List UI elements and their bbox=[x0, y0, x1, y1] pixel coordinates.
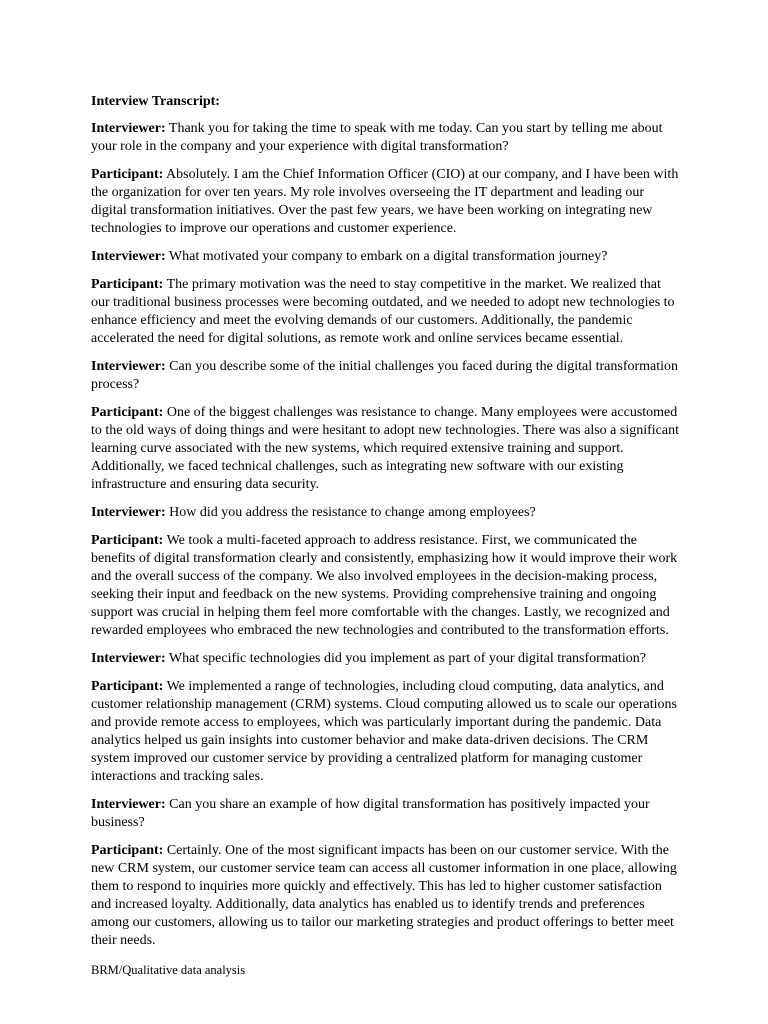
transcript-turn bbox=[91, 248, 683, 266]
turn-text: How did you address the resistance to change among employees? bbox=[165, 505, 536, 520]
speaker-label: Interviewer: bbox=[91, 249, 166, 264]
turn-text: What motivated your company to embark on a digital transformation journey? bbox=[165, 249, 608, 264]
transcript-turn bbox=[91, 166, 683, 238]
turn-text: What specific technologies did you implement as part of your digital transformation? bbox=[165, 651, 646, 666]
turn-text: Absolutely. I am the Chief Information Officer (CIO) at our company, and I have been with the organization for over ten years. My role involves overseeing the IT department and leading our digital transformation initiatives. Over the past few years, we have been working on integrating new technologies to improve our operations and customer experience. bbox=[91, 167, 679, 236]
transcript-turn bbox=[91, 504, 683, 522]
speaker-label: Interviewer: bbox=[91, 651, 166, 666]
transcript-turn bbox=[91, 842, 683, 950]
speaker-label: Participant: bbox=[91, 277, 164, 292]
transcript-turn bbox=[91, 404, 683, 494]
turn-text: Thank you for taking the time to speak with me today. Can you start by telling me about your role in the company and your experience with digital transformation? bbox=[91, 121, 663, 154]
speaker-label: Interviewer: bbox=[91, 359, 166, 374]
transcript-turn bbox=[91, 120, 683, 156]
speaker-label: Interviewer: bbox=[91, 797, 166, 812]
turn-text: We implemented a range of technologies, including cloud computing, data analytics, and customer relationship management (CRM) systems. Cloud computing allowed us to scale our operations and provide remote access to employees, which was particularly important during the pandemic. Data analytics helped us gain insights into customer behavior and make data-driven decisions. The CRM system improved our customer service by providing a centralized platform for managing customer interactions and tracking sales. bbox=[91, 679, 677, 784]
transcript-turn bbox=[91, 796, 683, 832]
turn-text: Can you share an example of how digital transformation has positively impacted your business? bbox=[91, 797, 650, 830]
transcript-turn bbox=[91, 358, 683, 394]
turn-text: One of the biggest challenges was resistance to change. Many employees were accustomed to the old ways of doing things and were hesitant to adopt new technologies. There was also a significant learning curve associated with the new systems, which required extensive training and support. Additionally, we faced technical challenges, such as integrating new software with our existing infrastructure and ensuring data security. bbox=[91, 405, 679, 492]
speaker-label: Participant: bbox=[91, 843, 164, 858]
document-title: Interview Transcript: bbox=[91, 94, 220, 109]
transcript-turn bbox=[91, 678, 683, 786]
speaker-label: Interviewer: bbox=[91, 121, 166, 136]
transcript-turn bbox=[91, 650, 683, 668]
speaker-label: Interviewer: bbox=[91, 505, 166, 520]
speaker-label: Participant: bbox=[91, 679, 164, 694]
transcript-turn bbox=[91, 276, 683, 348]
speaker-label: Participant: bbox=[91, 167, 164, 182]
document-body bbox=[91, 93, 683, 960]
transcript-turn bbox=[91, 532, 683, 640]
speaker-label: Participant: bbox=[91, 533, 164, 548]
turn-text: Can you describe some of the initial challenges you faced during the digital transformation process? bbox=[91, 359, 679, 392]
speaker-label: Participant: bbox=[91, 405, 164, 420]
turn-text: Certainly. One of the most significant impacts has been on our customer service. With the new CRM system, our customer service team can access all customer information in one place, allowing them to respond to inquiries more quickly and effectively. This has led to higher customer satisfaction and increased loyalty. Additionally, data analytics has enabled us to identify trends and preferences among our customers, allowing us to tailor our marketing strategies and product offerings to better meet their needs. bbox=[91, 843, 677, 948]
turn-text: We took a multi-faceted approach to address resistance. First, we communicated the benefits of digital transformation clearly and consistently, emphasizing how it would improve their work and the overall success of the company. We also involved employees in the decision-making process, seeking their input and feedback on the new systems. Providing comprehensive training and ongoing support was crucial in helping them feel more comfortable with the changes. Lastly, we recognized and rewarded employees who embraced the new technologies and contributed to the transformation efforts. bbox=[91, 533, 678, 638]
turn-text: The primary motivation was the need to stay competitive in the market. We realized that our traditional business processes were becoming outdated, and we needed to adopt new technologies to enhance efficiency and meet the evolving demands of our customers. Additionally, the pandemic accelerated the need for digital solutions, as remote work and online services became essential. bbox=[91, 277, 675, 346]
page-footer: BRM/Qualitative data analysis bbox=[91, 963, 246, 977]
